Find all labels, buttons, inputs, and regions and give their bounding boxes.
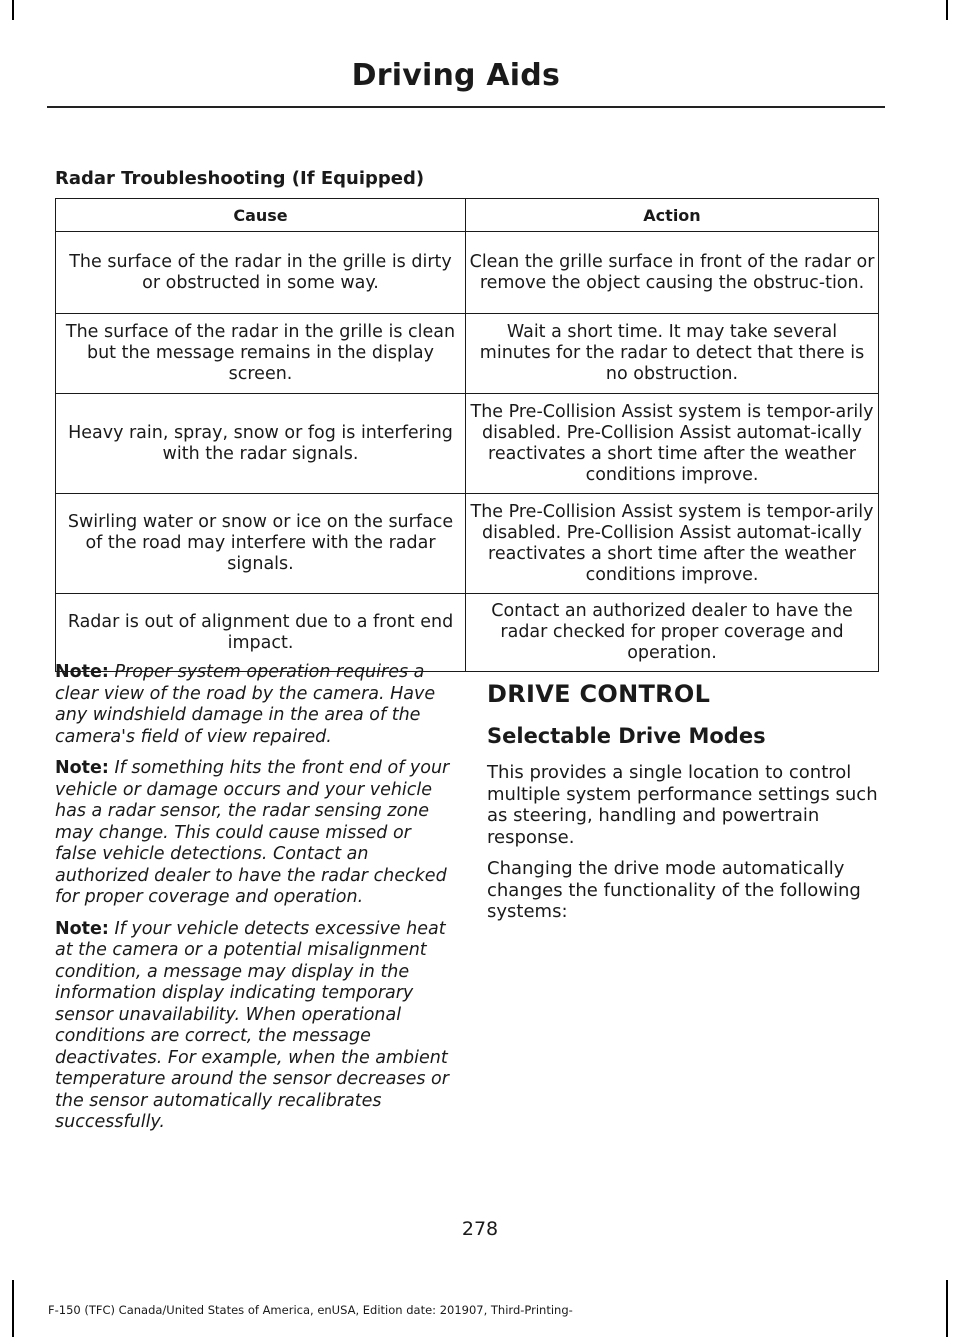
note-text: If your vehicle detects excessive heat at the camera or a potential misalignment condition, a message may display in the information display indicating temporary sensor unavailability. When operational conditions are correct, the message deactivates. For example, when the ambient temperature around the sensor decreases or the sensor automatically recalibrates successfully. bbox=[55, 918, 449, 1132]
action-cell: Wait a short time. It may take several minutes for the radar to detect that there is no obstruction. bbox=[466, 314, 879, 394]
footer-edition-info: F-150 (TFC) Canada/United States of America, enUSA, Edition date: 201907, Third-Printing- bbox=[48, 1303, 573, 1317]
action-cell: Clean the grille surface in front of the radar or remove the object causing the obstruc-tion. bbox=[466, 232, 879, 314]
paragraph: This provides a single location to control multiple system performance settings such as steering, handling and powertrain response. bbox=[487, 762, 878, 848]
table-row bbox=[56, 394, 879, 494]
crop-mark-top-right bbox=[946, 0, 948, 20]
drive-control-heading: DRIVE CONTROL bbox=[487, 680, 711, 708]
drive-control-column bbox=[487, 680, 882, 933]
table-header-row bbox=[56, 199, 879, 232]
action-cell: Contact an authorized dealer to have the radar checked for proper coverage and operation. bbox=[466, 594, 879, 672]
page-number: 278 bbox=[461, 1218, 499, 1240]
note-text: Proper system operation requires a clear view of the road by the camera. Have any windshield damage in the area of the camera's field of view repaired. bbox=[55, 662, 436, 747]
cause-cell: The surface of the radar in the grille is clean but the message remains in the display screen. bbox=[56, 314, 466, 394]
table-row bbox=[56, 594, 879, 672]
note bbox=[55, 662, 450, 748]
cause-cell: Radar is out of alignment due to a front end impact. bbox=[56, 594, 466, 672]
action-cell: The Pre-Collision Assist system is tempor-arily disabled. Pre-Collision Assist automat-ically reactivates a short time after the weather conditions improve. bbox=[466, 394, 879, 494]
crop-mark-top-left bbox=[12, 0, 14, 20]
action-cell: The Pre-Collision Assist system is tempor-arily disabled. Pre-Collision Assist automat-ically reactivates a short time after the weather conditions improve. bbox=[466, 494, 879, 594]
crop-mark-bottom-left bbox=[12, 1280, 14, 1337]
table-row bbox=[56, 494, 879, 594]
note bbox=[55, 919, 450, 1134]
paragraph: Changing the drive mode automatically changes the functionality of the following systems: bbox=[487, 858, 861, 922]
note-label: Note: bbox=[55, 662, 109, 682]
note-label: Note: bbox=[55, 918, 109, 939]
note bbox=[55, 758, 450, 909]
cause-cell: Heavy rain, spray, snow or fog is interfering with the radar signals. bbox=[56, 394, 466, 494]
note-text: If something hits the front end of your vehicle or damage occurs and your vehicle has a radar sensor, the radar sensing zone may change. This could cause missed or false vehicle detections. Contact an authorized dealer to have the radar checked for proper coverage and operation. bbox=[55, 758, 450, 907]
note-label: Note: bbox=[55, 758, 109, 778]
table-row bbox=[56, 232, 879, 314]
drive-modes-subheading: Selectable Drive Modes bbox=[487, 724, 766, 748]
section-title: Radar Troubleshooting (If Equipped) bbox=[55, 168, 425, 189]
page-header-title: Driving Aids bbox=[351, 58, 560, 93]
header-divider bbox=[47, 106, 885, 108]
crop-mark-bottom-right bbox=[946, 1280, 948, 1337]
cause-cell: The surface of the radar in the grille is dirty or obstructed in some way. bbox=[56, 232, 466, 314]
cause-cell: Swirling water or snow or ice on the surface of the road may interfere with the radar signals. bbox=[56, 494, 466, 594]
column-header-cause: Cause bbox=[56, 199, 466, 232]
notes-column bbox=[55, 662, 450, 1144]
column-header-action: Action bbox=[466, 199, 879, 232]
table-row bbox=[56, 314, 879, 394]
troubleshooting-table bbox=[55, 198, 879, 672]
